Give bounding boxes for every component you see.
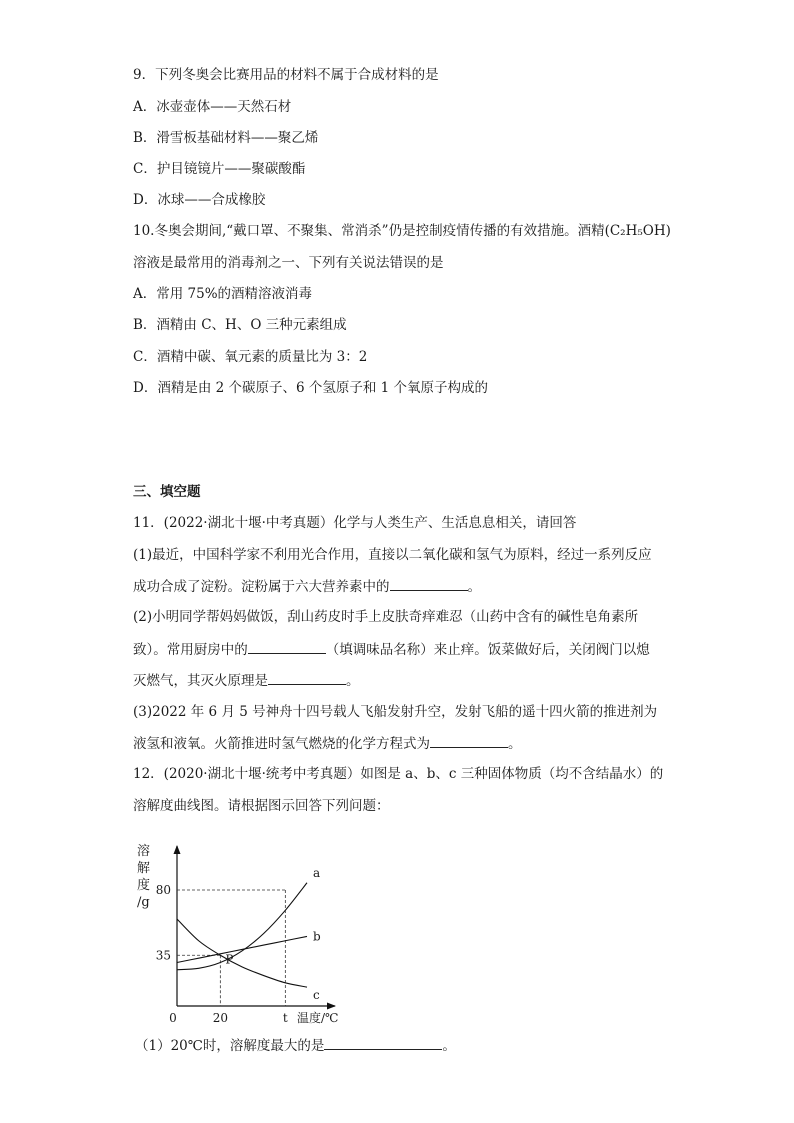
q11-part3-line1: (3)2022 年 6 月 5 号神舟十四号载人飞船发射升空，发射飞船的遥十四火箭的推进剂为: [133, 704, 658, 720]
q11-part2-end: 。: [346, 673, 360, 689]
chart-guides: [177, 890, 285, 1006]
chart-axes: [174, 845, 337, 1010]
q11-part2-line3: [133, 671, 360, 690]
y-axis-label: 度: [137, 878, 151, 893]
q11-part2-text-a: 致）。常用厨房中的: [133, 642, 248, 658]
q9-option-b: B．滑雪板基础材料——聚乙烯: [133, 130, 319, 146]
q12-stem-line2: 溶解度曲线图。请根据图示回答下列问题：: [133, 798, 390, 814]
curve-c: [177, 919, 307, 987]
x-axis-label: 温度/℃: [297, 1011, 339, 1025]
answer-blank[interactable]: [268, 671, 346, 685]
answer-blank[interactable]: [390, 577, 468, 591]
series-label-b: b: [313, 929, 321, 944]
chart-curves: [177, 883, 307, 987]
answer-blank[interactable]: [248, 640, 326, 654]
q11-part1-text: 成功合成了淀粉。淀粉属于六大营养素中的: [133, 579, 390, 595]
solubility-chart: [135, 838, 345, 1028]
q9-option-d: D．冰球——合成橡胶: [133, 192, 266, 208]
q11-part1-line2: [133, 577, 481, 596]
q9-stem: 9．下列冬奥会比赛用品的材料不属于合成材料的是: [133, 67, 439, 83]
y-tick-label: 80: [155, 883, 171, 897]
q11-part1-end: 。: [467, 579, 481, 595]
y-tick-label: 35: [155, 948, 171, 963]
answer-blank[interactable]: [324, 1036, 442, 1050]
q11-part2-text-b: （填调味品名称）来止痒。饭菜做好后，关闭阀门以熄: [325, 642, 650, 658]
y-axis-label: 解: [137, 861, 151, 876]
answer-blank[interactable]: [430, 734, 508, 748]
q11-part2-line2: [133, 640, 650, 659]
q10-option-a: A．常用 75%的酒精溶液消毒: [133, 286, 313, 302]
curve-a: [177, 883, 307, 970]
curve-b: [177, 936, 307, 962]
q12-sub1-text: （1）20℃时，溶解度最大的是: [135, 1038, 325, 1054]
q12-stem-line1: 12．(2020·湖北十堰·统考中考真题）如图是 a、b、c 三种固体物质（均不含结晶水）的: [133, 766, 664, 782]
x-axis-arrow: [327, 1003, 336, 1010]
q11-stem: 11．(2022·湖北十堰·中考真题）化学与人类生产、生活息息相关，请回答: [133, 515, 577, 531]
q10-stem-line2: 溶液是最常用的消毒剂之一、下列有关说法错误的是: [133, 255, 444, 271]
x-tick-label: 20: [212, 1011, 228, 1025]
y-axis-label: 溶: [137, 844, 151, 859]
q11-part3-end: 。: [508, 736, 522, 752]
q11-part3-text: 液氢和液氧。火箭推进时氢气燃烧的化学方程式为: [133, 736, 430, 752]
series-label-a: a: [313, 865, 321, 880]
x-tick-label: 0: [169, 1011, 177, 1025]
q9-option-c: C．护目镜镜片——聚碳酸酯: [133, 161, 306, 177]
q11-part2-line1: (2)小明同学帮妈妈做饭，刮山药皮时手上皮肤奇痒难忍（山药中含有的碱性皂角素所: [133, 609, 639, 625]
y-axis-label: /g: [137, 895, 150, 910]
q10-option-c: C．酒精中碳、氧元素的质量比为 3：2: [133, 349, 368, 365]
q11-part1-line1: (1)最近，中国科学家不利用光合作用，直接以二氧化碳和氢气为原料，经过一系列反应: [133, 547, 652, 563]
point-label-p: P: [225, 952, 234, 967]
q11-part3-line2: [133, 734, 522, 753]
q11-part2-text-c: 灭燃气，其灭火原理是: [133, 673, 268, 689]
q10-option-b: B．酒精由 C、H、O 三种元素组成: [133, 317, 347, 333]
q12-sub1: [135, 1036, 456, 1055]
q10-option-d: D．酒精是由 2 个碳原子、6 个氢原子和 1 个氧原子构成的: [133, 380, 489, 396]
series-label-c: c: [313, 988, 320, 1003]
chart-labels: [137, 843, 338, 1025]
q10-stem-line1: 10.冬奥会期间,“戴口罩、不聚集、常消杀”仍是控制疫情传播的有效措施。酒精(C₂H₅OH): [133, 223, 671, 239]
q9-option-a: A．冰壶壶体——天然石材: [133, 99, 292, 115]
y-axis-arrow: [174, 845, 181, 854]
q12-sub1-end: 。: [442, 1038, 456, 1054]
x-tick-label: t: [282, 1011, 288, 1025]
section-title: 三、填空题: [133, 484, 201, 500]
